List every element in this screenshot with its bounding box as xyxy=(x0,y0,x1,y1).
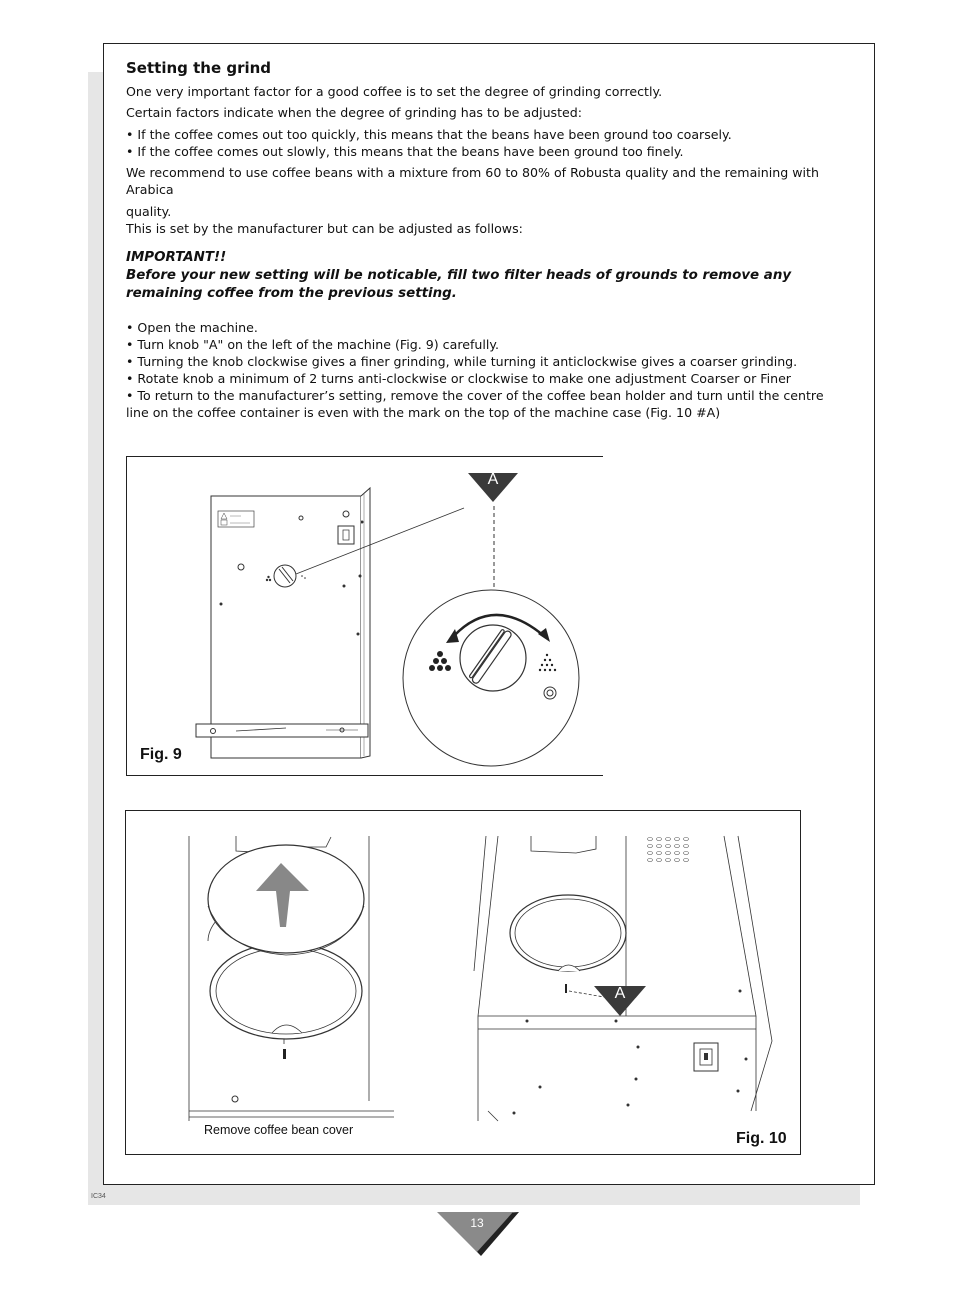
bullet-item: • If the coffee comes out too quickly, this means that the beans have been ground too coarsely. xyxy=(126,127,732,142)
bullet-item: • If the coffee comes out slowly, this means that the beans have been ground too finely. xyxy=(126,144,684,159)
step-item: • Rotate knob a minimum of 2 turns anti-clockwise or clockwise to make one adjustment Coarser or Finer xyxy=(126,371,791,386)
fig10-marker-label: A xyxy=(614,985,626,1002)
fig9-marker-label: A xyxy=(487,471,499,488)
fig10-caption: Remove coffee bean cover xyxy=(204,1123,354,1137)
adjust-paragraph: This is set by the manufacturer but can be adjusted as follows: xyxy=(126,221,523,236)
figure-9-illustration xyxy=(126,456,604,776)
page-number: 13 xyxy=(470,1216,484,1230)
recommend-paragraph: We recommend to use coffee beans with a mixture from 60 to 80% of Robusta quality and the remaining with Arabica xyxy=(126,165,819,197)
document-code: IC34 xyxy=(91,1193,106,1200)
section-title: Setting the grind xyxy=(126,59,272,77)
step-item: • Turn knob "A" on the left of the machine (Fig. 9) carefully. xyxy=(126,337,500,352)
figure-9 xyxy=(126,456,604,776)
step-item: • Open the machine. xyxy=(126,320,258,335)
recommend-paragraph-cont: quality. xyxy=(126,204,172,219)
grind-section xyxy=(126,58,846,421)
intro-paragraph: One very important factor for a good coffee is to set the degree of grinding correctly. xyxy=(126,84,663,99)
fig9-label: Fig. 9 xyxy=(140,746,182,763)
step-item: • Turning the knob clockwise gives a finer grinding, while turning it anticlockwise gives a coarser grinding. xyxy=(126,354,798,369)
step-item: • To return to the manufacturer’s setting, remove the cover of the coffee bean holder and turn until the centre line on the coffee container is even with the mark on the top of the machine case (Fig. 10 #A) xyxy=(126,388,824,420)
figure-10-illustration xyxy=(126,811,802,1156)
fig10-label: Fig. 10 xyxy=(736,1130,787,1147)
important-title: IMPORTANT!! xyxy=(126,250,227,265)
figure-10 xyxy=(125,810,801,1155)
factors-paragraph: Certain factors indicate when the degree of grinding has to be adjusted: xyxy=(126,105,583,120)
important-text: Before your new setting will be noticable, fill two filter heads of grounds to remove any remaining coffee from the previous setting. xyxy=(126,268,792,301)
